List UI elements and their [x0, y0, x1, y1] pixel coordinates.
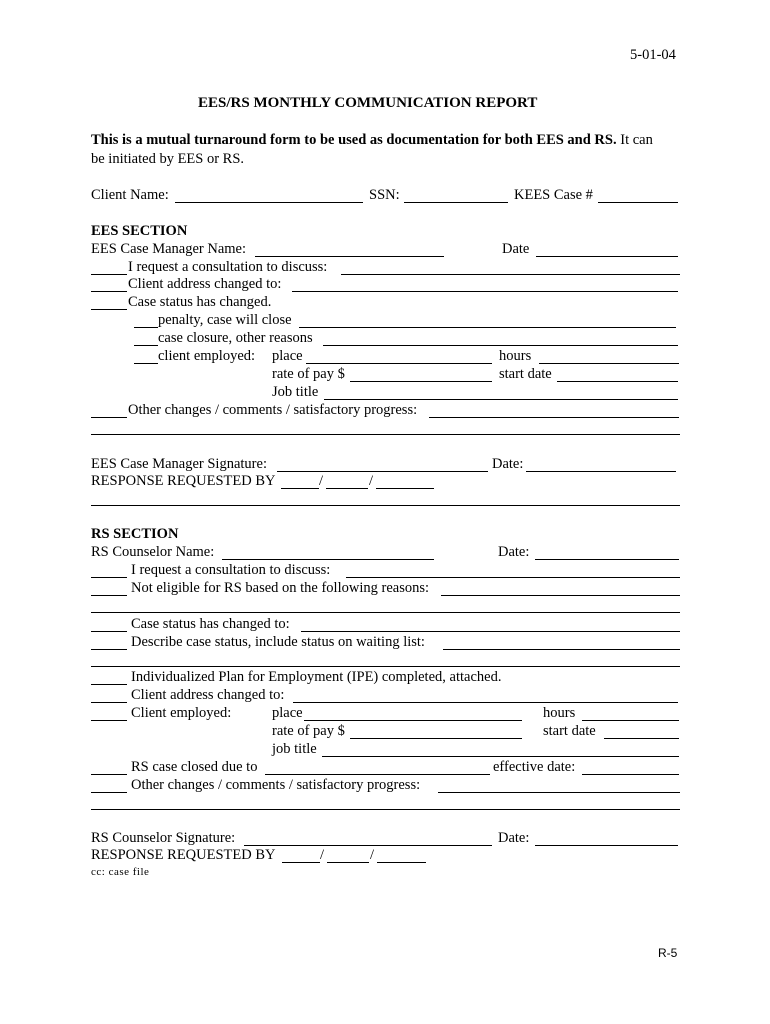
kees-case-label: KEES Case # — [514, 187, 593, 203]
rs-effective-field[interactable] — [582, 760, 679, 775]
rs-job-field[interactable] — [322, 742, 679, 757]
ees-manager-label: EES Case Manager Name: — [91, 241, 247, 257]
rs-other-field[interactable] — [438, 778, 680, 793]
rs-response-slash-2: / — [370, 847, 375, 863]
cc-note: cc: case file — [91, 866, 150, 878]
ees-response-slash-2: / — [369, 473, 374, 489]
ees-sig-date-field[interactable] — [526, 457, 676, 472]
intro-line-2: be initiated by EES or RS. — [91, 151, 245, 167]
rs-consult-check[interactable] — [91, 563, 127, 578]
ees-place-label: place — [272, 348, 303, 364]
rs-start-label: start date — [543, 723, 596, 739]
rs-not-eligible-field[interactable] — [441, 581, 680, 596]
ees-address-field[interactable] — [292, 277, 678, 292]
ees-rate-field[interactable] — [350, 367, 492, 382]
rs-date-label: Date: — [498, 544, 530, 560]
ees-employed-label: client employed: — [158, 348, 256, 364]
ees-status-check[interactable] — [91, 295, 127, 310]
ees-response-month[interactable] — [281, 474, 319, 489]
page-title: EES/RS MONTHLY COMMUNICATION REPORT — [198, 95, 538, 111]
rs-effective-label: effective date: — [493, 759, 576, 775]
client-name-label: Client Name: — [91, 187, 169, 203]
ees-signature-label: EES Case Manager Signature: — [91, 456, 267, 472]
rs-address-check[interactable] — [91, 688, 127, 703]
intro-bold: This is a mutual turnaround form to be used as documentation for both EES and RS. — [91, 132, 617, 148]
rs-place-field[interactable] — [304, 706, 522, 721]
rs-describe-line-2[interactable] — [91, 666, 680, 667]
ees-penalty-label: penalty, case will close — [158, 312, 292, 328]
ees-section-divider — [91, 505, 680, 506]
rs-place-label: place — [272, 705, 303, 721]
rs-describe-field[interactable] — [443, 635, 680, 650]
ees-closure-check[interactable] — [134, 331, 158, 346]
ees-penalty-field[interactable] — [299, 313, 676, 328]
rs-closed-field[interactable] — [265, 760, 490, 775]
ees-employed-check[interactable] — [134, 349, 158, 364]
rs-hours-label: hours — [543, 705, 576, 721]
ees-date-field[interactable] — [536, 242, 678, 257]
rs-response-day[interactable] — [327, 848, 369, 863]
ees-response-slash-1: / — [319, 473, 324, 489]
rs-consult-label: I request a consultation to discuss: — [131, 562, 331, 578]
rs-not-eligible-check[interactable] — [91, 581, 127, 596]
rs-closed-check[interactable] — [91, 760, 127, 775]
rs-signature-field[interactable] — [244, 831, 492, 846]
ees-status-label: Case status has changed. — [128, 294, 272, 310]
rs-address-label: Client address changed to: — [131, 687, 285, 703]
rs-response-slash-1: / — [320, 847, 325, 863]
rs-address-field[interactable] — [293, 688, 678, 703]
client-name-field[interactable] — [175, 188, 363, 203]
rs-hours-field[interactable] — [582, 706, 679, 721]
rs-other-check[interactable] — [91, 778, 127, 793]
ees-rate-label: rate of pay $ — [272, 366, 345, 382]
ees-other-line-2[interactable] — [91, 434, 680, 435]
rs-sig-date-field[interactable] — [535, 831, 678, 846]
rs-sig-date-label: Date: — [498, 830, 530, 846]
ees-penalty-check[interactable] — [134, 313, 158, 328]
rs-job-label: job title — [272, 741, 317, 757]
ssn-field[interactable] — [404, 188, 508, 203]
ees-section-heading: EES SECTION — [91, 223, 188, 239]
rs-signature-label: RS Counselor Signature: — [91, 830, 236, 846]
ees-job-label: Job title — [272, 384, 319, 400]
date-code: 5-01-04 — [630, 47, 676, 63]
rs-response-year[interactable] — [377, 848, 426, 863]
intro-line-1 — [91, 131, 653, 149]
ees-date-label: Date — [502, 241, 530, 257]
ees-other-check[interactable] — [91, 403, 127, 418]
rs-not-eligible-line-2[interactable] — [91, 612, 680, 613]
ees-manager-field[interactable] — [255, 242, 444, 257]
rs-status-changed-check[interactable] — [91, 617, 127, 632]
ees-start-label: start date — [499, 366, 552, 382]
ees-closure-label: case closure, other reasons — [158, 330, 313, 346]
rs-response-month[interactable] — [282, 848, 320, 863]
ees-other-label: Other changes / comments / satisfactory progress: — [128, 402, 418, 418]
page-code: R-5 — [658, 946, 678, 960]
rs-date-field[interactable] — [535, 545, 679, 560]
ees-consult-check[interactable] — [91, 260, 127, 275]
ees-response-day[interactable] — [326, 474, 368, 489]
rs-response-label: RESPONSE REQUESTED BY — [91, 847, 276, 863]
rs-rate-label: rate of pay $ — [272, 723, 345, 739]
ees-other-field[interactable] — [429, 403, 679, 418]
ees-job-field[interactable] — [324, 385, 678, 400]
rs-status-changed-label: Case status has changed to: — [131, 616, 290, 632]
rs-closed-label: RS case closed due to — [131, 759, 258, 775]
ees-address-check[interactable] — [91, 277, 127, 292]
rs-describe-label: Describe case status, include status on waiting list: — [131, 634, 425, 650]
rs-other-label: Other changes / comments / satisfactory progress: — [131, 777, 421, 793]
intro-rest: It can — [616, 132, 653, 148]
rs-employed-label: Client employed: — [131, 705, 232, 721]
ees-closure-field[interactable] — [323, 331, 678, 346]
ees-sig-date-label: Date: — [492, 456, 524, 472]
ees-response-year[interactable] — [376, 474, 434, 489]
rs-section-heading: RS SECTION — [91, 526, 179, 542]
rs-start-field[interactable] — [604, 724, 679, 739]
ees-address-label: Client address changed to: — [128, 276, 282, 292]
rs-describe-check[interactable] — [91, 635, 127, 650]
rs-other-line-2[interactable] — [91, 809, 680, 810]
ees-consult-field[interactable] — [341, 260, 680, 275]
rs-ipe-check[interactable] — [91, 670, 127, 685]
ssn-label: SSN: — [369, 187, 400, 203]
ees-consult-label: I request a consultation to discuss: — [128, 259, 328, 275]
ees-signature-field[interactable] — [277, 457, 488, 472]
rs-counselor-label: RS Counselor Name: — [91, 544, 215, 560]
rs-not-eligible-label: Not eligible for RS based on the following reasons: — [131, 580, 430, 596]
ees-start-field[interactable] — [557, 367, 678, 382]
rs-ipe-label: Individualized Plan for Employment (IPE) completed, attached. — [131, 669, 502, 685]
ees-hours-field[interactable] — [539, 349, 679, 364]
rs-consult-field[interactable] — [346, 563, 680, 578]
ees-place-field[interactable] — [306, 349, 492, 364]
rs-status-changed-field[interactable] — [301, 617, 680, 632]
rs-counselor-field[interactable] — [222, 545, 434, 560]
kees-case-field[interactable] — [598, 188, 678, 203]
ees-response-label: RESPONSE REQUESTED BY — [91, 473, 276, 489]
ees-hours-label: hours — [499, 348, 532, 364]
rs-rate-field[interactable] — [350, 724, 522, 739]
rs-employed-check[interactable] — [91, 706, 127, 721]
